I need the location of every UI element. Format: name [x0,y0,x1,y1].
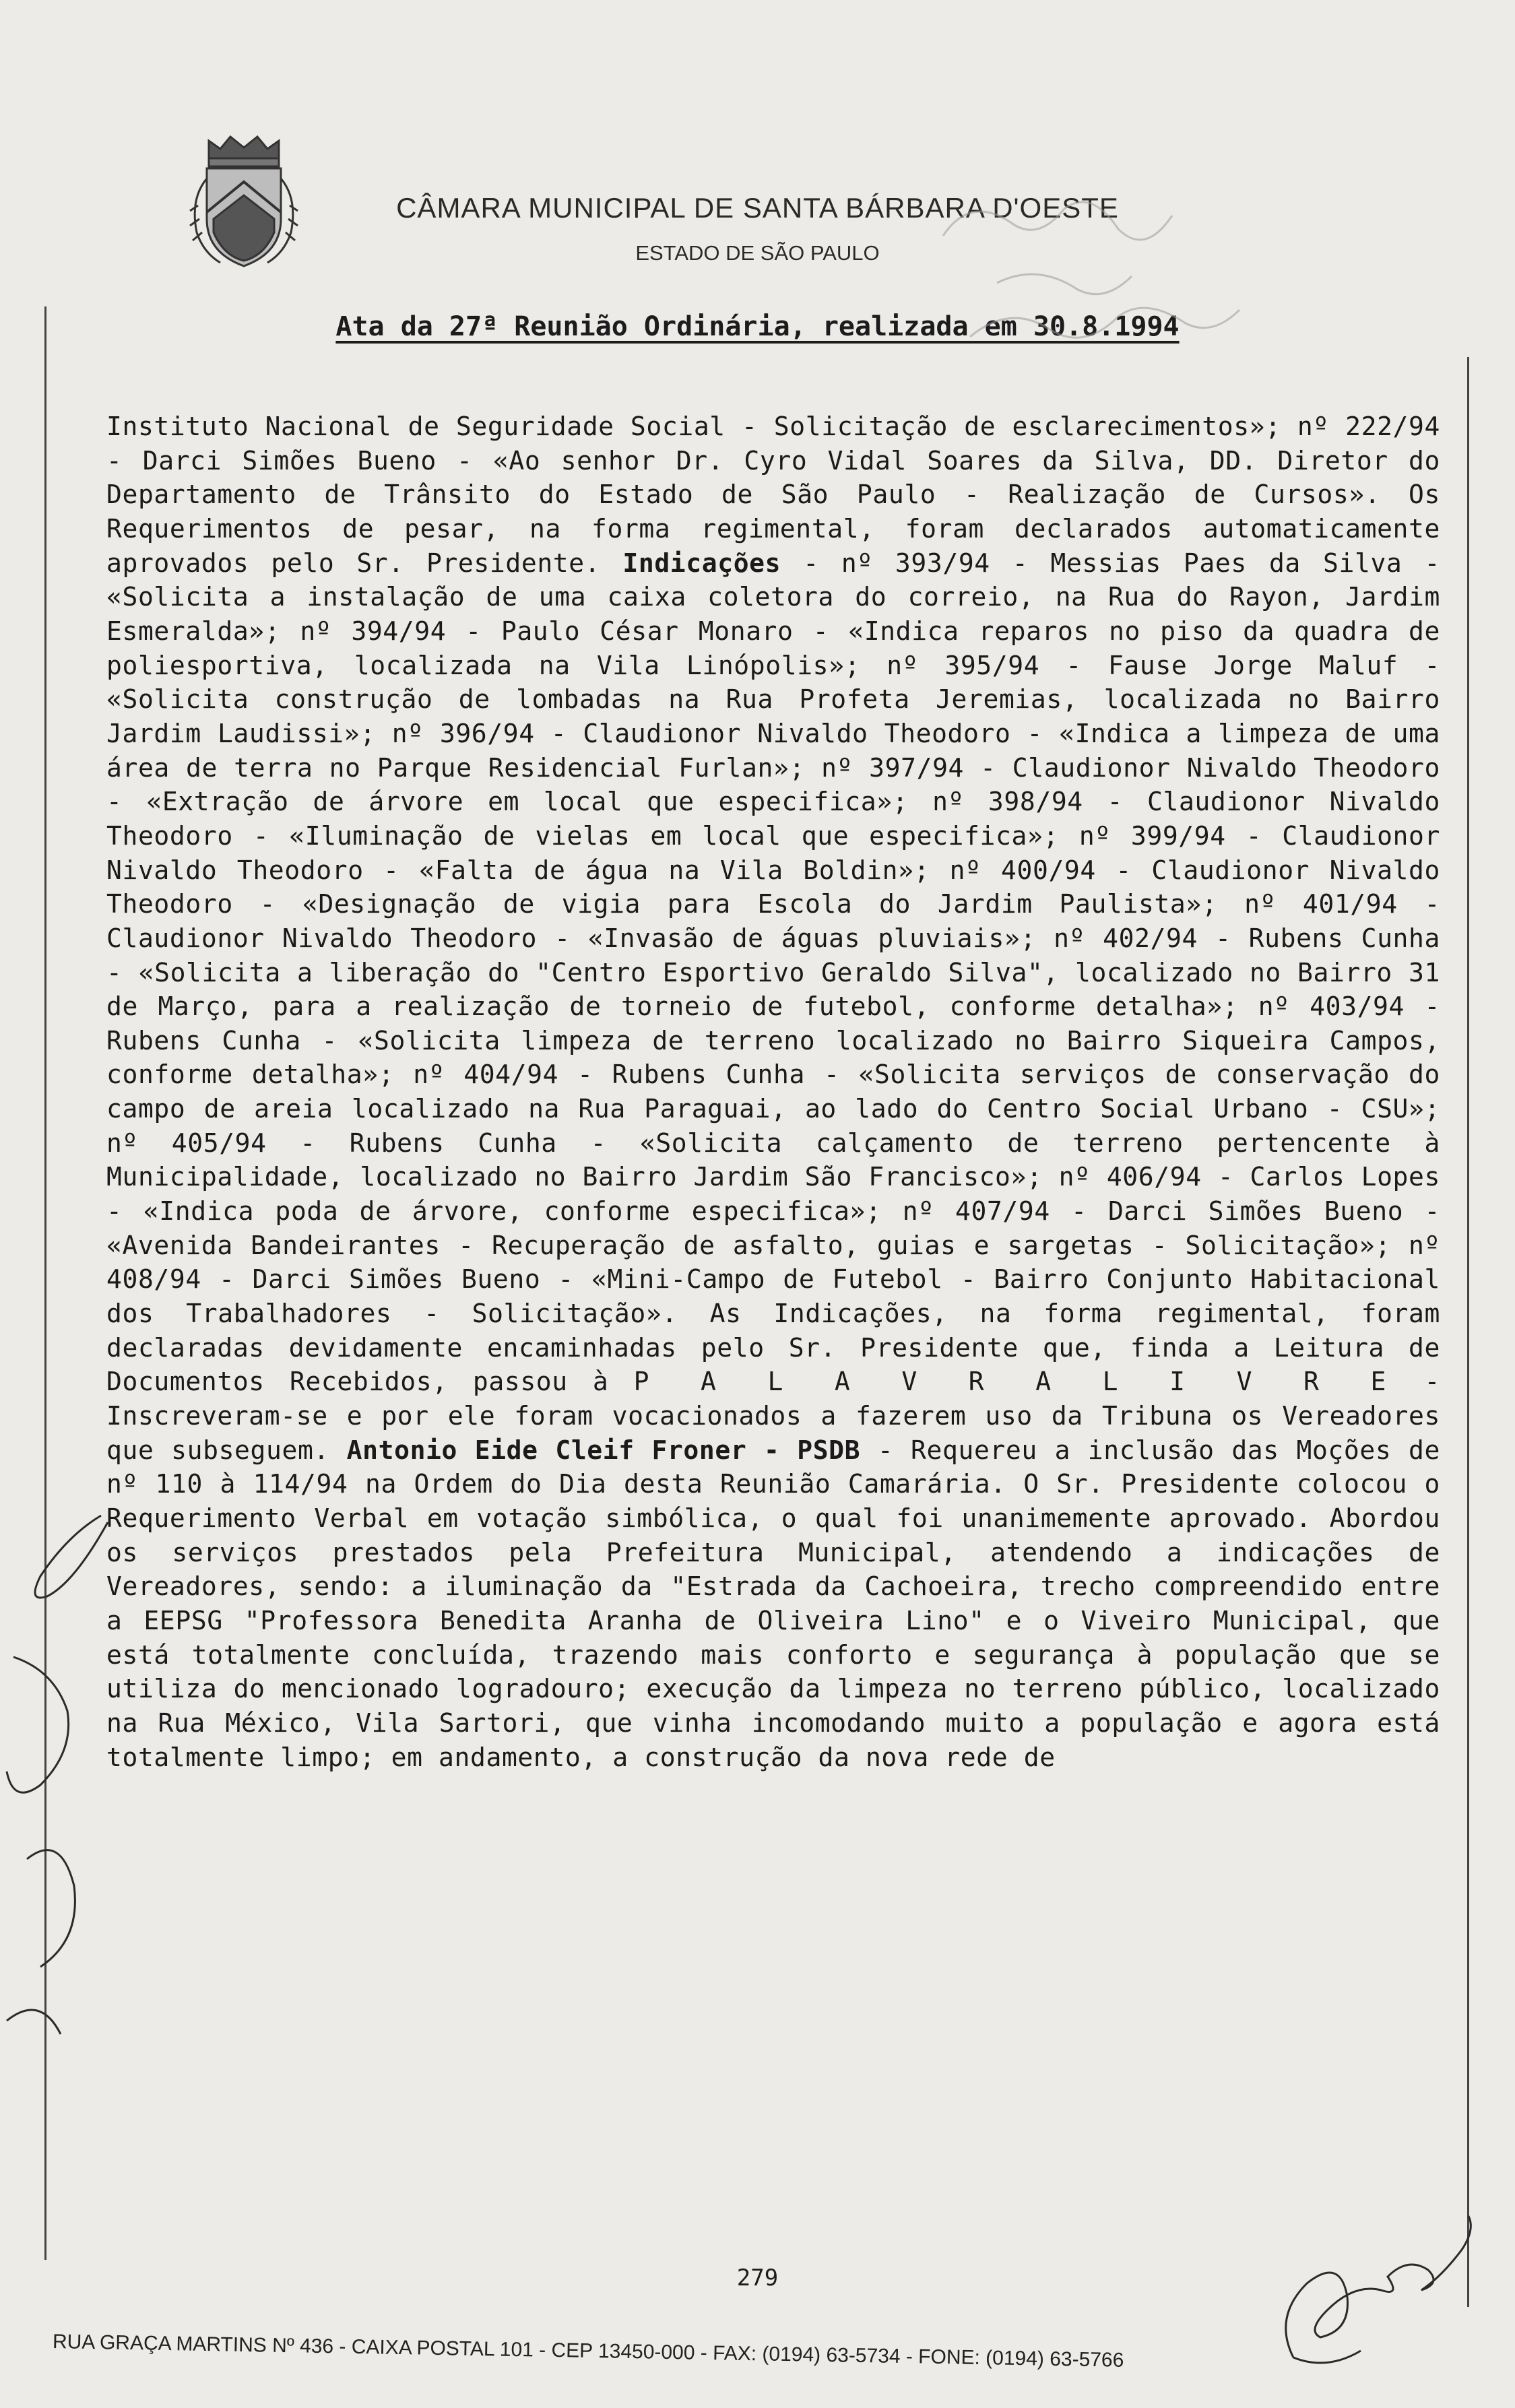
body-paragraph-3: - Inscreveram-se e por ele foram vocacionados a fazerem uso da Tribuna os Vereadores que subseguem. [106,1367,1440,1465]
body-paragraph-1: Instituto Nacional de Seguridade Social - Solicitação de esclarecimentos»; nº 222/94 - Darci Simões Bueno - «Ao senhor Dr. Cyro Vidal Soares da Silva, DD. Diretor do Departamento de Trânsito do Estado de São Paulo - Realização de Cursos». Os Requerimentos de pesar, na forma regimental, foram declarados automaticamente aprovados pelo Sr. Presidente. [106,412,1440,578]
document-title: Ata da 27ª Reunião Ordinária, realizada em 30.8.1994 [335,311,1180,342]
footer-address: RUA GRAÇA MARTINS Nº 436 - CAIXA POSTAL 101 - CEP 13450-000 - FAX: (0194) 63-5734 - FONE: (0194) 63-5766 [52,2331,1124,2372]
page-number: 279 [736,2265,779,2291]
document-body [106,410,1440,1774]
speaker-name: Antonio Eide Cleif Froner - PSDB [346,1435,861,1465]
left-margin-signature [0,1482,115,2088]
body-paragraph-4: - Requereu a inclusão das Moções de nº 110 à 114/94 na Ordem do Dia desta Reunião Camarária. O Sr. Presidente colocou o Requerimento Verbal em votação simbólica, o qual foi unanimemente aprovado. Abordou os serviços prestados pela Prefeitura Municipal, atendendo a indicações de Vereadores, sendo: a iluminação da "Estrada da Cachoeira, trecho compreendido entre a EEPSG "Professora Benedita Aranha de Oliveira Lino" e o Viveiro Municipal, que está totalmente concluída, trazendo mais conforto e segurança à população que se utiliza do mencionado logradouro; execução da limpeza no terreno público, localizado na Rua México, Vila Sartori, que vinha incomodando muito a população e agora está totalmente limpo; em andamento, a construção da nova rede de [106,1435,1441,1772]
left-margin-line [44,306,46,2260]
indicacoes-heading: Indicações [622,548,781,578]
palavra-livre-heading: P A L A V R A L I V R E [633,1367,1400,1397]
council-name: CÂMARA MUNICIPAL DE SANTA BÁRBARA D'OESTE [396,192,1119,224]
right-margin-line [1467,357,1469,2307]
body-paragraph-2: - nº 393/94 - Messias Paes da Silva - «Solicita a instalação de uma caixa coletora do correio, na Rua do Rayon, Jardim Esmeralda»; nº 394/94 - Paulo César Monaro - «Indica reparos no piso da quadra de poliesportiva, localizada na Vila Linópolis»; nº 395/94 - Fause Jorge Maluf - «Solicita construção de lombadas na Rua Profeta Jeremias, localizada no Bairro Jardim Laudissi»; nº 396/94 - Claudionor Nivaldo Theodoro - «Indica a limpeza de uma área de terra no Parque Residencial Furlan»; nº 397/94 - Claudionor Nivaldo Theodoro - «Extração de árvore em local que especifica»; nº 398/94 - Claudionor Nivaldo Theodoro - «Iluminação de vielas em local que especifica»; nº 399/94 - Claudionor Nivaldo Theodoro - «Falta de água na Vila Boldin»; nº 400/94 - Claudionor Nivaldo Theodoro - «Designação de vigia para Escola do Jardim Paulista»; nº 401/94 - Claudionor Nivaldo Theodoro - «Invasão de águas pluviais»; nº 402/94 - Rubens Cunha - «Solicita a liberação do "Centro Esportivo Geraldo Silva", localizado no Bairro 31 de Março, para a realização de torneio de futebol, conforme detalha»; nº 403/94 - Rubens Cunha - «Solicita limpeza de terreno localizado no Bairro Siqueira Campos, conforme detalha»; nº 404/94 - Rubens Cunha - «Solicita serviços de conservação do campo de areia localizado na Rua Paraguai, ao lado do Centro Social Urbano - CSU»; nº 405/94 - Rubens Cunha - «Solicita calçamento de terreno pertencente à Municipalidade, localizado no Bairro Jardim São Francisco»; nº 406/94 - Carlos Lopes - «Indica poda de árvore, conforme especifica»; nº 407/94 - Darci Simões Bueno - «Avenida Bandeirantes - Recuperação de asfalto, guias e sargetas - Solicitação»; nº 408/94 - Darci Simões Bueno - «Mini-Campo de Futebol - Bairro Conjunto Habitacional dos Trabalhadores - Solicitação». As Indicações, na forma regimental, foram declaradas devidamente encaminhadas pelo Sr. Presidente que, finda a Leitura de Documentos Recebidos, passou à [106,548,1440,1397]
state-name: ESTADO DE SÃO PAULO [635,241,880,265]
